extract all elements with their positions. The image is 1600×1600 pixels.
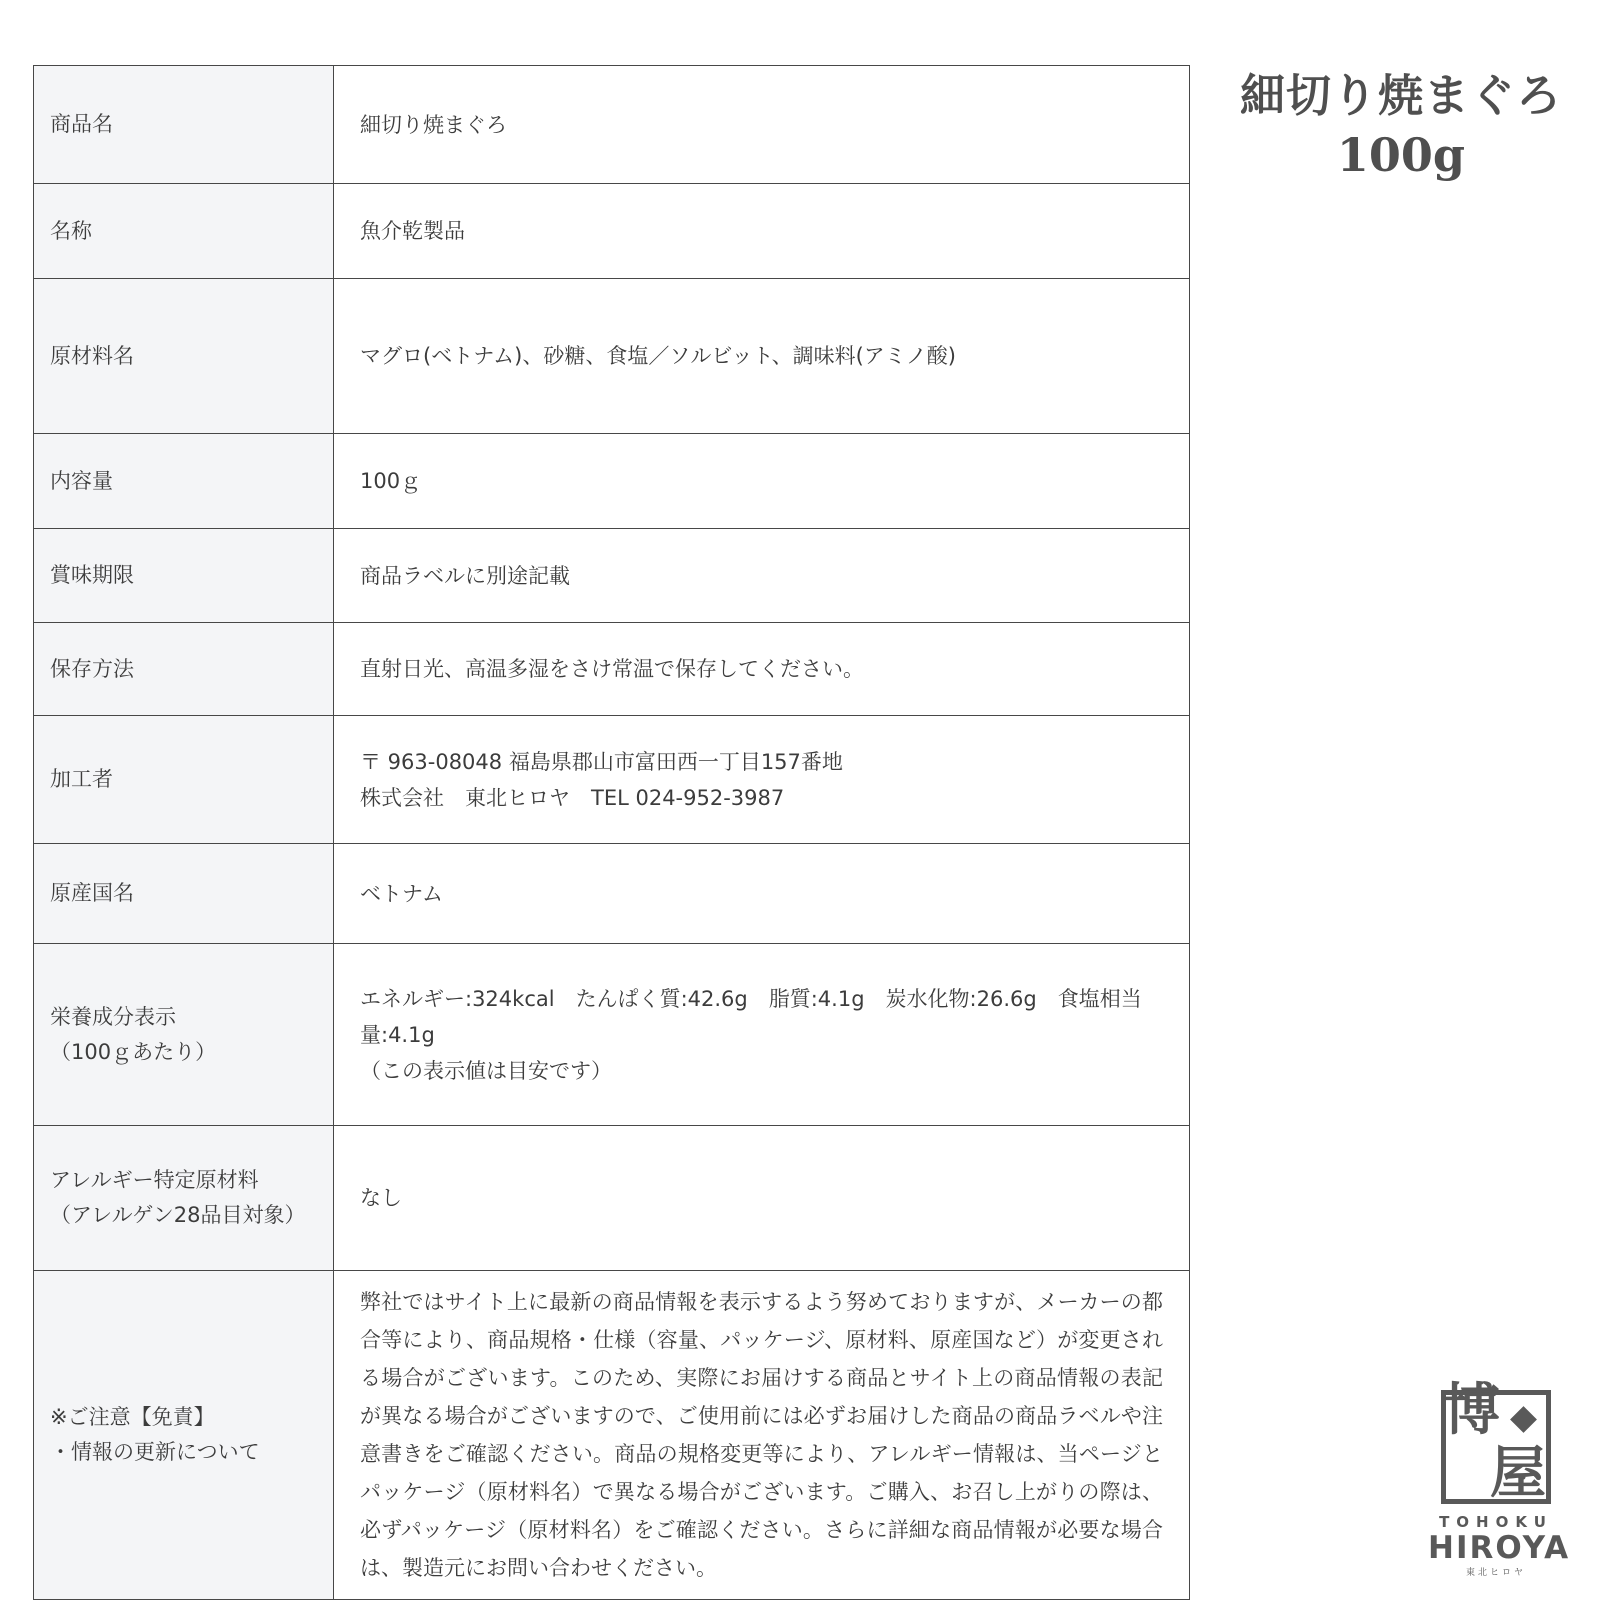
table-row — [34, 184, 1190, 279]
table-row — [34, 844, 1190, 944]
product-title-weight: 100g — [1336, 128, 1466, 182]
spec-table — [33, 65, 1190, 1600]
spec-label-cell — [34, 1126, 334, 1271]
spec-label-cell — [34, 844, 334, 944]
spec-value-cell — [334, 66, 1190, 184]
row-value: ベトナム — [360, 881, 443, 906]
row-value-line: 株式会社 東北ヒロヤ TEL 024-952-3987 — [360, 785, 785, 810]
row-label: 栄養成分表示 — [50, 1004, 176, 1029]
spec-value-cell — [334, 844, 1190, 944]
row-label: 原材料名 — [50, 343, 134, 368]
row-value-line: エネルギー:324kcal たんぱく質:42.6g 脂質:4.1g 炭水化物:26.6g 食塩相当量:4.1g — [360, 986, 1142, 1047]
row-label: 賞味期限 — [50, 563, 134, 587]
spec-label-cell — [34, 1271, 334, 1600]
logo-kanji-ya: 屋 — [1490, 1441, 1546, 1506]
spec-label-cell — [34, 279, 334, 434]
brand-logo — [1428, 1378, 1571, 1578]
row-value: 細切り焼まぐろ — [360, 112, 507, 137]
spec-label-cell — [34, 434, 334, 529]
spec-value-cell — [334, 279, 1190, 434]
row-label: 内容量 — [50, 468, 113, 493]
row-value: マグロ(ベトナム)、砂糖、食塩／ソルビット、調味料(アミノ酸) — [360, 344, 956, 368]
spec-value-cell — [334, 1271, 1190, 1600]
diamond-icon — [1510, 1406, 1537, 1433]
row-label: 保存方法 — [50, 656, 134, 681]
row-value: 魚介乾製品 — [360, 219, 465, 243]
row-label-line2: （100ｇあたり） — [50, 1039, 217, 1064]
row-label: ※ご注意【免責】 — [50, 1405, 215, 1429]
row-value: なし — [360, 1186, 402, 1210]
spec-value-cell — [334, 1126, 1190, 1271]
row-label: 名称 — [50, 218, 92, 243]
table-row — [34, 1271, 1190, 1600]
table-row — [34, 279, 1190, 434]
table-row — [34, 529, 1190, 623]
row-label-line2: ・情報の更新について — [50, 1440, 260, 1464]
table-row — [34, 623, 1190, 716]
spec-label-cell — [34, 529, 334, 623]
logo-seal-mark — [1441, 1378, 1551, 1506]
table-row — [34, 434, 1190, 529]
logo-kanji-haku: 博 — [1444, 1378, 1500, 1443]
disclaimer-text: 弊社ではサイト上に最新の商品情報を表示するよう努めておりますが、メーカーの都合等により、商品規格・仕様（容量、パッケージ、原材料、原産国など）が変更される場合がございます。このため、実際にお届けする商品とサイト上の商品情報の表記が異なる場合がございますので、ご使用前には必ずお届けした商品の商品ラベルや注意書きをご確認ください。商品の規格変更等により、アレルギー情報は、当ページとパッケージ（原材料名）で異なる場合がございます。ご購入、お召し上がりの際は、必ずパッケージ（原材料名）をご確認ください。さらに詳細な商品情報が必要な場合は、製造元にお問い合わせください。 — [360, 1290, 1163, 1580]
row-value-line: 〒 963-08048 福島県郡山市富田西一丁目157番地 — [360, 749, 843, 774]
row-value: 100ｇ — [360, 469, 422, 493]
spec-value-cell — [334, 529, 1190, 623]
table-row — [34, 1126, 1190, 1271]
row-label: アレルギー特定原材料 — [50, 1168, 259, 1192]
row-value-line: （この表示値は目安です） — [360, 1058, 612, 1083]
row-label-line2: （アレルゲン28品目対象） — [50, 1203, 306, 1227]
spec-value-cell — [334, 623, 1190, 716]
spec-value-cell — [334, 716, 1190, 844]
spec-label-cell — [34, 944, 334, 1126]
product-title — [1212, 66, 1590, 184]
spec-value-cell — [334, 944, 1190, 1126]
spec-label-cell — [34, 184, 334, 279]
table-row — [34, 66, 1190, 184]
row-value: 商品ラベルに別途記載 — [360, 563, 570, 588]
product-title-name: 細切り焼まぐろ — [1239, 69, 1562, 122]
table-row — [34, 944, 1190, 1126]
logo-sub-text: 東北ヒロヤ — [1465, 1568, 1526, 1578]
spec-label-cell — [34, 66, 334, 184]
logo-hiroya-text: HIROYA — [1428, 1530, 1571, 1566]
spec-label-cell — [34, 716, 334, 844]
spec-value-cell — [334, 434, 1190, 529]
row-label: 加工者 — [50, 767, 113, 791]
row-value: 直射日光、高温多湿をさけ常温で保存してください。 — [360, 657, 864, 681]
logo-tohoku-text: TOHOKU — [1439, 1513, 1553, 1531]
row-label: 原産国名 — [50, 881, 134, 905]
spec-value-cell — [334, 184, 1190, 279]
row-label: 商品名 — [50, 112, 113, 136]
spec-label-cell — [34, 623, 334, 716]
table-row — [34, 716, 1190, 844]
